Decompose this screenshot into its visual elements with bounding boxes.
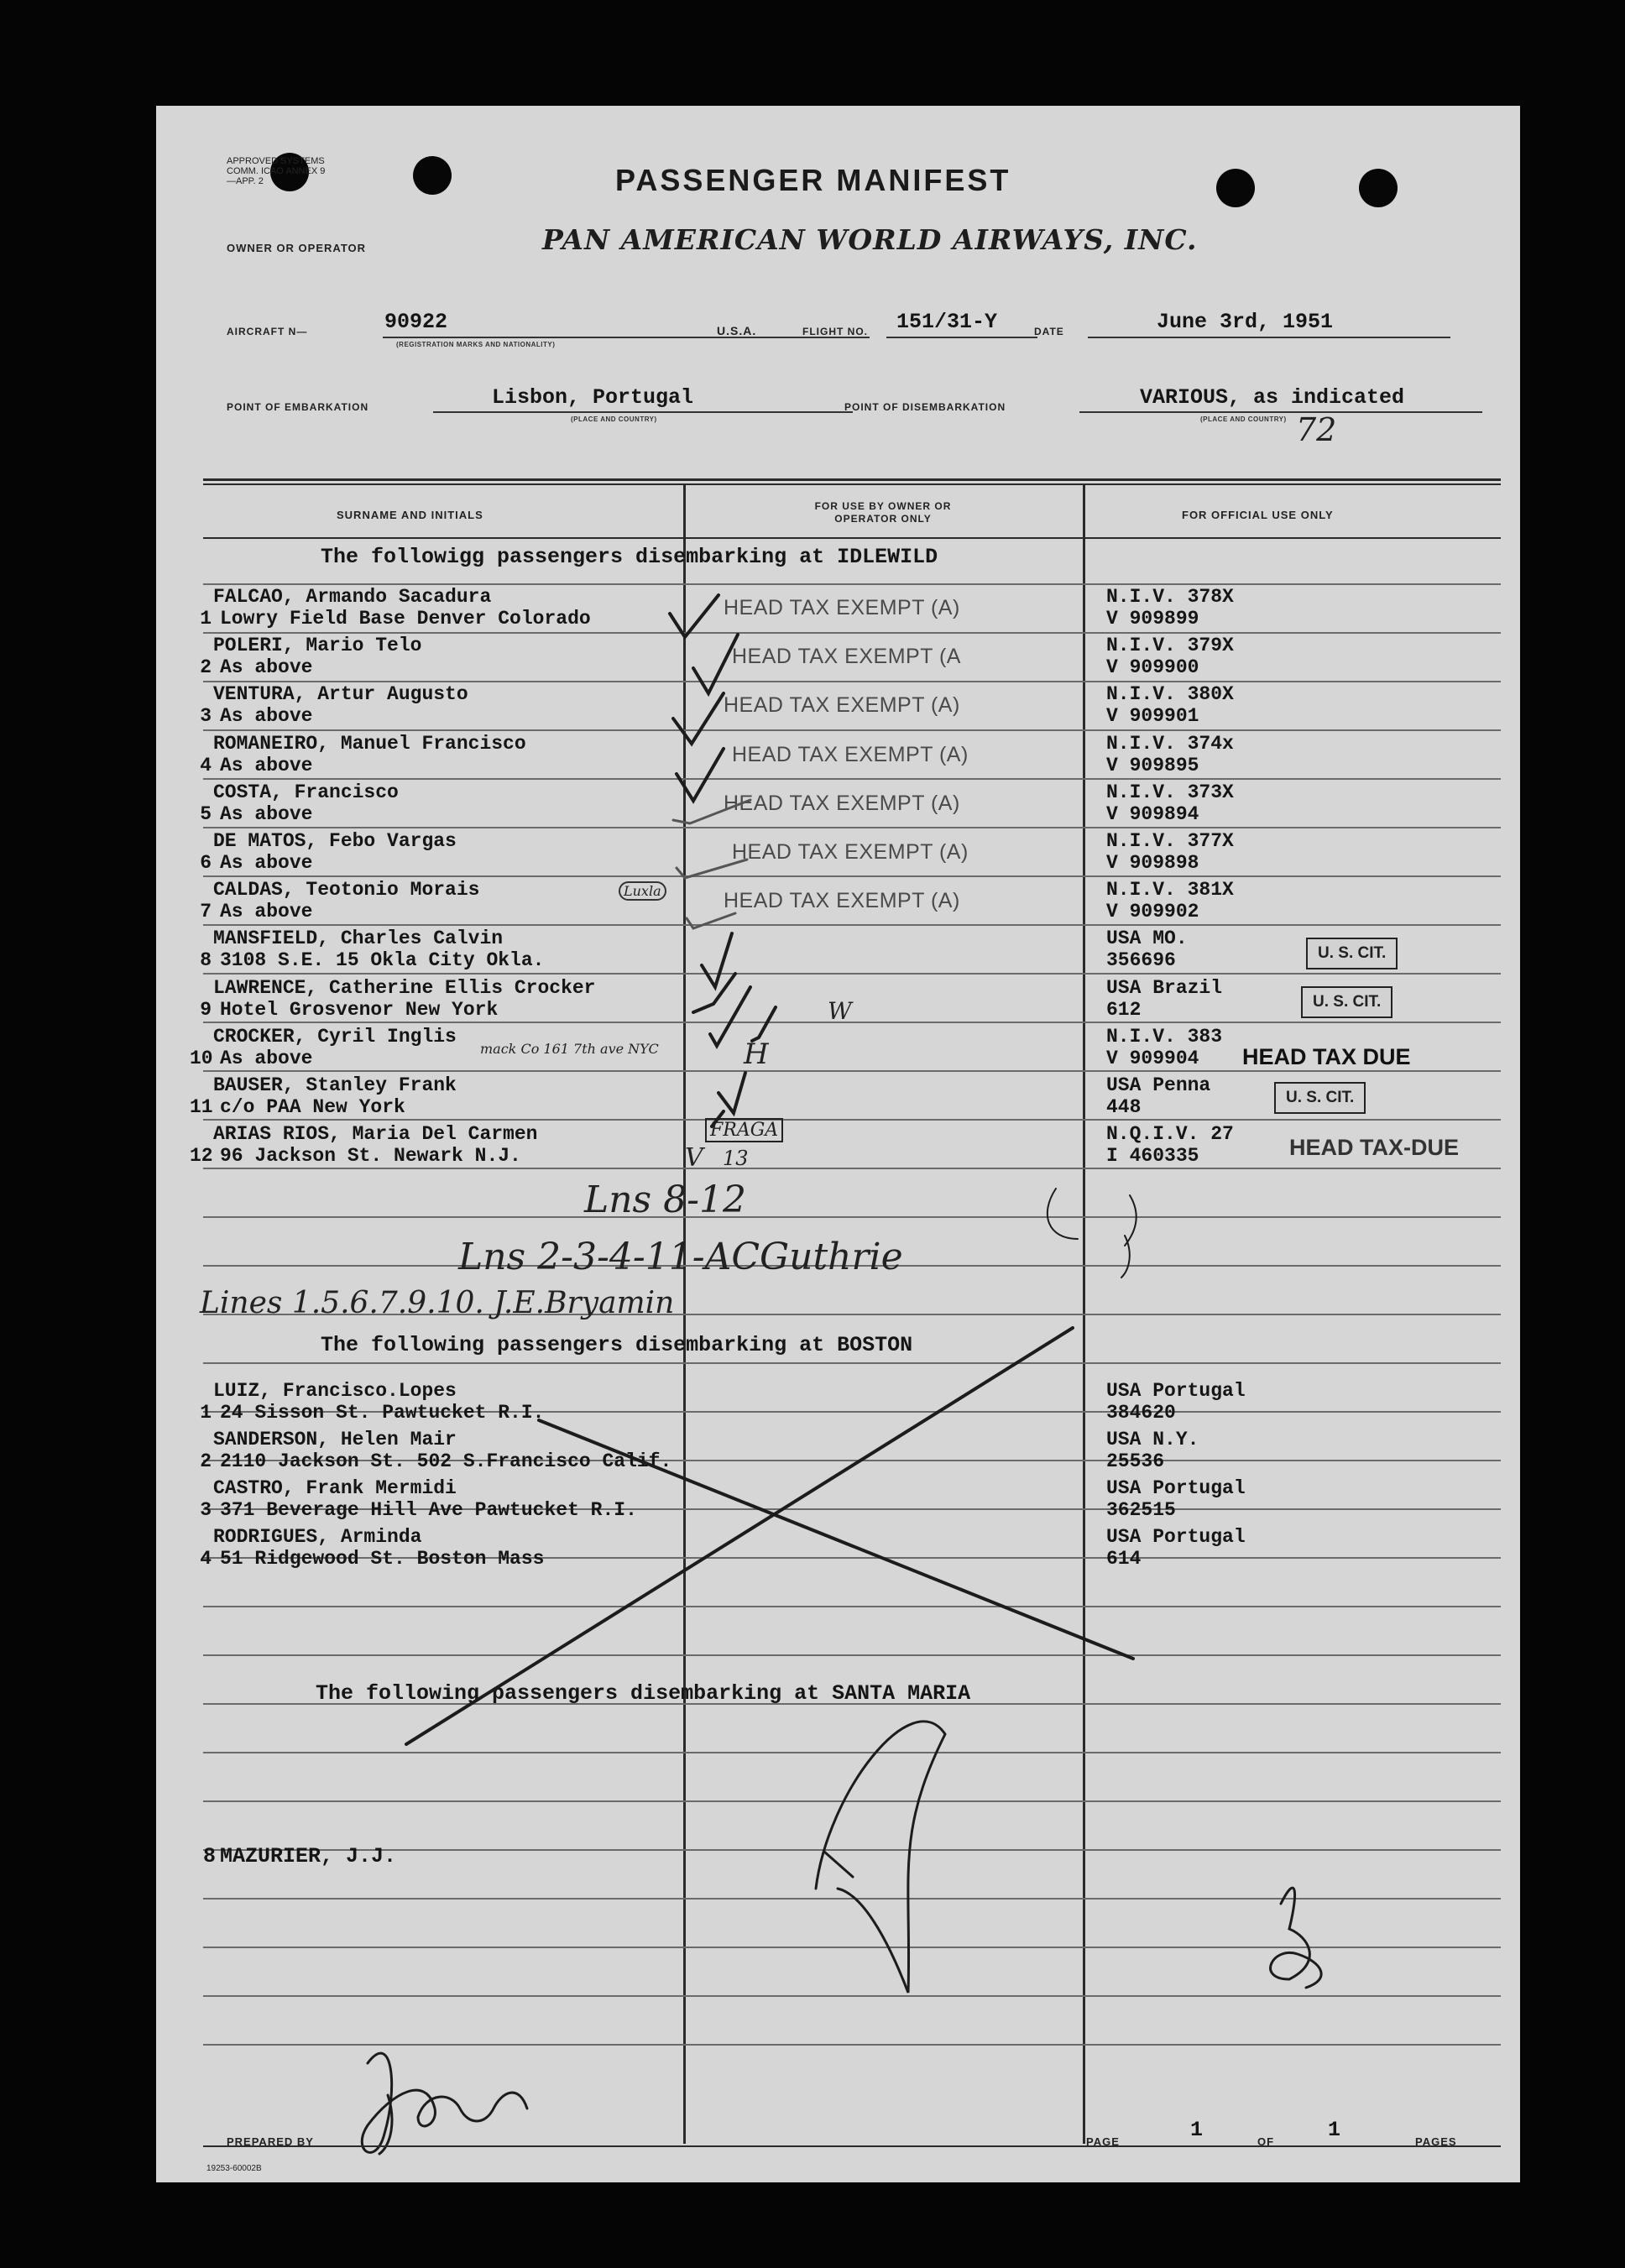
us-cit-stamp: U. S. CIT.: [1301, 986, 1392, 1018]
prepared-label: PREPARED BY: [227, 2135, 314, 2148]
idlewild-passenger-name: ROMANEIRO, Manuel Francisco: [213, 732, 526, 755]
idlewild-passenger-name: MANSFIELD, Charles Calvin: [213, 928, 504, 950]
boston-passenger-name: CASTRO, Frank Mermidi: [213, 1477, 457, 1499]
boston-passenger-official-1: USA Portugal: [1106, 1477, 1246, 1499]
idlewild-passenger-name: DE MATOS, Febo Vargas: [213, 830, 457, 852]
idlewild-passenger-official-1: USA Brazil: [1106, 976, 1223, 999]
passenger-santa-maria-num: 8: [203, 1844, 217, 1868]
embark-value: Lisbon, Portugal: [492, 385, 694, 410]
usa-label: U.S.A.: [717, 324, 757, 337]
boston-passenger-official-1: USA Portugal: [1106, 1526, 1246, 1548]
flight-value: 151/31-Y: [896, 310, 998, 334]
idlewild-passenger-name: VENTURA, Artur Augusto: [213, 683, 468, 706]
idlewild-passenger-official-2: I 460335: [1106, 1145, 1199, 1168]
idlewild-passenger-official-2: V 909898: [1106, 852, 1199, 874]
idlewild-passenger-official-2: V 909900: [1106, 656, 1199, 679]
idlewild-passenger-num: 9: [200, 998, 212, 1021]
section-santa-maria: The following passengers disembarking at SANTA MARIA: [316, 1681, 971, 1706]
handwritten-marks: [156, 106, 1520, 2182]
page-total: 1: [1328, 2118, 1341, 2142]
idlewild-passenger-official-2: V 909899: [1106, 608, 1199, 630]
boston-passenger-address: 2110 Jackson St. 502 S.Francisco Calif.: [220, 1450, 672, 1472]
head-tax-due-stamp: HEAD TAX-DUE: [1289, 1135, 1459, 1160]
handwritten-13: 13: [723, 1147, 749, 1170]
head-tax-exempt-stamp: HEAD TAX EXEMPT (A): [724, 596, 960, 619]
idlewild-passenger-num: 7: [200, 901, 212, 923]
boston-passenger-num: 3: [200, 1499, 212, 1521]
idlewild-passenger-official-1: N.I.V. 374x: [1106, 732, 1234, 755]
idlewild-passenger-official-2: V 909902: [1106, 901, 1199, 923]
embark-sub: (PLACE AND COUNTRY): [571, 415, 657, 423]
handwritten-note: mack Co 161 7th ave NYC: [480, 1041, 659, 1057]
boston-passenger-official-1: USA Portugal: [1106, 1380, 1246, 1402]
of-label: OF: [1257, 2135, 1275, 2148]
boston-passenger-official-2: 25536: [1106, 1450, 1165, 1472]
idlewild-passenger-num: 6: [200, 852, 212, 874]
idlewild-passenger-official-1: N.I.V. 380X: [1106, 683, 1234, 706]
handwritten-v: V: [685, 1143, 703, 1173]
idlewild-passenger-address: As above: [220, 656, 313, 679]
boston-passenger-address: 51 Ridgewood St. Boston Mass: [220, 1548, 545, 1570]
idlewild-passenger-official-2: V 909895: [1106, 754, 1199, 776]
idlewild-passenger-num: 4: [200, 754, 212, 776]
idlewild-passenger-official-1: N.I.V. 379X: [1106, 635, 1234, 657]
idlewild-passenger-name: LAWRENCE, Catherine Ellis Crocker: [213, 976, 596, 999]
aircraft-label: AIRCRAFT N—: [227, 326, 308, 337]
handwritten-lines-8-12: Lns 8-12: [584, 1178, 746, 1221]
boston-passenger-address: 24 Sisson St. Pawtucket R.I.: [220, 1402, 545, 1424]
idlewild-passenger-address: As above: [220, 1047, 313, 1069]
idlewild-passenger-name: CROCKER, Cyril Inglis: [213, 1025, 457, 1048]
boston-passenger-name: LUIZ, Francisco.Lopes: [213, 1380, 457, 1402]
head-tax-exempt-stamp: HEAD TAX EXEMPT (A): [724, 791, 960, 815]
boston-passenger-address: 371 Beverage Hill Ave Pawtucket R.I.: [220, 1499, 637, 1521]
head-tax-exempt-stamp: HEAD TAX EXEMPT (A): [732, 840, 969, 864]
disembark-value: VARIOUS, as indicated: [1140, 385, 1405, 410]
handwritten-fraga: FRAGA: [705, 1118, 783, 1142]
idlewild-passenger-official-1: N.I.V. 378X: [1106, 586, 1234, 608]
idlewild-passenger-address: As above: [220, 901, 313, 923]
operator-name: PAN AMERICAN WORLD AIRWAYS, INC.: [542, 223, 1198, 256]
boston-passenger-official-1: USA N.Y.: [1106, 1429, 1199, 1450]
idlewild-passenger-name: POLERI, Mario Telo: [213, 635, 422, 657]
idlewild-passenger-num: 2: [200, 656, 212, 679]
idlewild-passenger-address: Hotel Grosvenor New York: [220, 998, 499, 1021]
idlewild-passenger-address: As above: [220, 705, 313, 728]
handwritten-note: Luxla: [619, 881, 666, 901]
idlewild-passenger-num: 12: [190, 1145, 213, 1168]
idlewild-passenger-num: 10: [190, 1047, 213, 1069]
idlewild-passenger-official-2: V 909901: [1106, 705, 1199, 728]
boston-passenger-official-2: 384620: [1106, 1402, 1176, 1424]
idlewild-passenger-address: 3108 S.E. 15 Okla City Okla.: [220, 949, 545, 972]
idlewild-passenger-address: Lowry Field Base Denver Colorado: [220, 608, 591, 630]
idlewild-passenger-name: ARIAS RIOS, Maria Del Carmen: [213, 1123, 538, 1146]
embark-label: POINT OF EMBARKATION: [227, 401, 369, 413]
flight-label: FLIGHT NO.: [802, 326, 868, 337]
idlewild-passenger-num: 1: [200, 608, 212, 630]
handwritten-h: H: [744, 1037, 769, 1071]
handwritten-lines-2-11: Lns 2-3-4-11-ACGuthrie: [458, 1236, 903, 1278]
idlewild-passenger-num: 8: [200, 949, 212, 972]
date-label: DATE: [1034, 326, 1064, 337]
idlewild-passenger-official-1: N.Q.I.V. 27: [1106, 1123, 1234, 1146]
head-tax-exempt-stamp: HEAD TAX EXEMPT (A): [724, 889, 960, 913]
idlewild-passenger-official-1: N.I.V. 383: [1106, 1025, 1223, 1048]
idlewild-passenger-name: FALCAO, Armando Sacadura: [213, 586, 492, 608]
boston-passenger-official-2: 362515: [1106, 1499, 1176, 1521]
disembark-sub: (PLACE AND COUNTRY): [1200, 415, 1287, 423]
idlewild-passenger-name: COSTA, Francisco: [213, 781, 399, 803]
head-tax-due-stamp: HEAD TAX DUE: [1242, 1044, 1411, 1069]
manifest-page: [156, 106, 1520, 2182]
form-number: 19253-60002B: [206, 2164, 262, 2173]
page-number: 1: [1190, 2118, 1204, 2142]
section-idlewild: The followigg passengers disembarking at IDLEWILD: [321, 545, 938, 569]
head-tax-exempt-stamp: HEAD TAX EXEMPT (A): [732, 742, 969, 766]
idlewild-passenger-official-1: N.I.V. 381X: [1106, 879, 1234, 901]
boston-passenger-num: 1: [200, 1402, 212, 1424]
col-owner: FOR USE BY OWNER OR OPERATOR ONLY: [814, 500, 952, 525]
page-title: PASSENGER MANIFEST: [615, 163, 1011, 197]
boston-passenger-num: 4: [200, 1548, 212, 1570]
disembark-label: POINT OF DISEMBARKATION: [844, 401, 1006, 413]
idlewild-passenger-official-1: N.I.V. 377X: [1106, 830, 1234, 852]
pages-label: PAGES: [1415, 2135, 1457, 2148]
idlewild-passenger-official-2: 448: [1106, 1096, 1142, 1118]
idlewild-passenger-official-2: V 909904: [1106, 1047, 1199, 1069]
form-code: APPROVED SYSTEMS COMM. ICAO ANNEX 9—APP. 2: [227, 156, 326, 186]
idlewild-passenger-official-2: 612: [1106, 998, 1142, 1021]
idlewild-passenger-official-2: V 909894: [1106, 802, 1199, 825]
idlewild-passenger-official-2: 356696: [1106, 949, 1176, 972]
handwritten-lines-1-10: Lines 1.5.6.7.9.10. J.E.Bryamin: [200, 1286, 675, 1320]
us-cit-stamp: U. S. CIT.: [1274, 1082, 1366, 1114]
boston-passenger-num: 2: [200, 1450, 212, 1472]
col-surname: SURNAME AND INITIALS: [337, 509, 483, 521]
idlewild-passenger-address: c/o PAA New York: [220, 1096, 405, 1118]
idlewild-passenger-address: As above: [220, 852, 313, 874]
passenger-count: 72: [1296, 411, 1337, 448]
head-tax-exempt-stamp: HEAD TAX EXEMPT (A: [732, 645, 961, 669]
idlewild-passenger-name: CALDAS, Teotonio Morais: [213, 879, 480, 901]
section-boston: The following passengers disembarking at BOSTON: [321, 1333, 913, 1357]
aircraft-value: 90922: [384, 310, 448, 334]
col-official: FOR OFFICIAL USE ONLY: [1182, 509, 1334, 521]
owner-label: OWNER OR OPERATOR: [227, 242, 367, 254]
us-cit-stamp: U. S. CIT.: [1306, 938, 1398, 969]
idlewild-passenger-num: 11: [190, 1096, 213, 1118]
boston-passenger-name: RODRIGUES, Arminda: [213, 1526, 422, 1548]
boston-passenger-name: SANDERSON, Helen Mair: [213, 1429, 457, 1450]
idlewild-passenger-official-1: N.I.V. 373X: [1106, 781, 1234, 803]
idlewild-passenger-num: 3: [200, 705, 212, 728]
head-tax-exempt-stamp: HEAD TAX EXEMPT (A): [724, 693, 960, 718]
idlewild-passenger-address: As above: [220, 754, 313, 776]
idlewild-passenger-name: BAUSER, Stanley Frank: [213, 1074, 457, 1096]
idlewild-passenger-num: 5: [200, 802, 212, 825]
aircraft-sub: (REGISTRATION MARKS AND NATIONALITY): [396, 341, 556, 348]
idlewild-passenger-official-1: USA Penna: [1106, 1074, 1211, 1096]
idlewild-passenger-address: 96 Jackson St. Newark N.J.: [220, 1145, 521, 1168]
handwritten-w: W: [828, 997, 852, 1025]
boston-passenger-official-2: 614: [1106, 1548, 1142, 1570]
date-value: June 3rd, 1951: [1157, 310, 1334, 334]
idlewild-passenger-address: As above: [220, 802, 313, 825]
passenger-santa-maria-name: MAZURIER, J.J.: [220, 1844, 397, 1868]
idlewild-passenger-official-1: USA MO.: [1106, 928, 1188, 950]
page-label: PAGE: [1086, 2135, 1120, 2148]
